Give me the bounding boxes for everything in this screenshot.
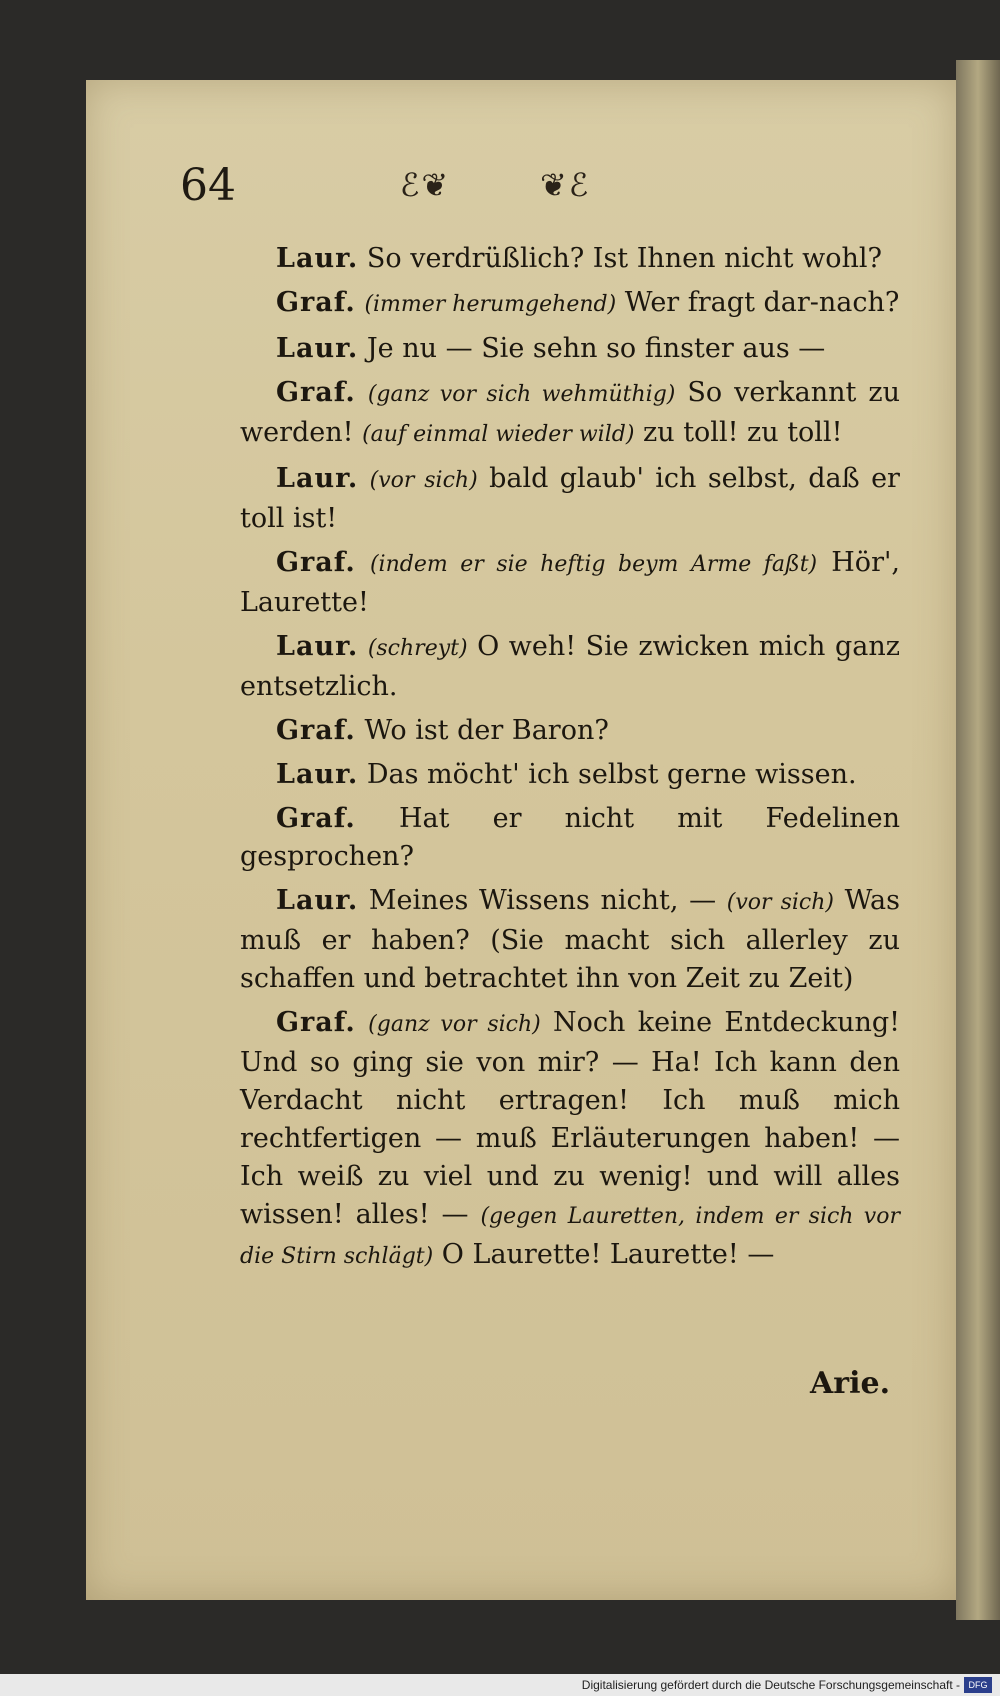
spoken-text: Wer fragt dar-nach?: [624, 287, 900, 318]
spoken-text: Hat er nicht mit Fedelinen gesprochen?: [240, 803, 900, 872]
speaker-name: Graf.: [276, 287, 356, 318]
speaker-name: Laur.: [276, 333, 359, 364]
spoken-text: Was muß er haben? (Sie macht sich allerley zu schaffen und betrachtet ihn von Zeit zu Zeit): [240, 885, 900, 994]
spoken-text: O Laurette! Laurette! —: [441, 1239, 775, 1270]
closing-heading: Arie.: [810, 1366, 891, 1401]
spoken-text: Wo ist der Baron?: [364, 715, 609, 746]
spoken-text: Noch keine Entdeckung! Und so ging sie von mir? — Ha! Ich kann den Verdacht nicht ertragen! Ich muß mich rechtfertigen — muß Erläuterungen haben! — Ich weiß zu viel und zu wenig! und will alles wissen! alles! —: [240, 1007, 900, 1230]
dialogue-paragraph: [240, 544, 900, 622]
speaker-name: Graf.: [276, 803, 356, 834]
dialogue-paragraph: [240, 800, 900, 876]
spoken-text: So verkannt zu werden!: [240, 377, 900, 448]
speaker-name: Graf.: [276, 377, 356, 408]
dialogue-paragraph: [240, 628, 900, 706]
stage-direction: (ganz vor sich): [368, 1012, 541, 1037]
spoken-text: So verdrüßlich? Ist Ihnen nicht wohl?: [366, 243, 882, 274]
spoken-text: zu toll! zu toll!: [643, 417, 843, 448]
speaker-name: Graf.: [276, 1007, 356, 1038]
speaker-name: Laur.: [276, 631, 359, 662]
footer-credit-text: Digitalisierung gefördert durch die Deutsche Forschungsgemeinschaft -: [581, 1678, 960, 1692]
speaker-name: Laur.: [276, 463, 359, 494]
page-number: 64: [180, 160, 236, 211]
stage-direction: (ganz vor sich wehmüthig): [367, 382, 676, 407]
dialogue-paragraph: [240, 284, 900, 324]
stage-direction: (gegen Lauretten, indem er sich vor die Stirn schlägt): [240, 1204, 900, 1269]
dialogue-paragraph: [240, 374, 900, 454]
dialogue-paragraph: [240, 460, 900, 538]
ornament-left-icon: ℰ❦: [400, 166, 451, 204]
speaker-name: Graf.: [276, 547, 356, 578]
dfg-logo: DFG: [964, 1677, 992, 1693]
adjacent-page-edge: [956, 60, 1000, 1620]
speaker-name: Laur.: [276, 759, 359, 790]
stage-direction: (immer herumgehend): [364, 292, 617, 317]
stage-direction: (vor sich): [726, 890, 834, 915]
dialogue-paragraph: [240, 330, 900, 368]
stage-direction: (auf einmal wieder wild): [362, 422, 635, 447]
spoken-text: O weh! Sie zwicken mich ganz entsetzlich.: [240, 631, 900, 702]
footer-credit: [0, 1674, 1000, 1696]
spoken-text: Meines Wissens nicht, —: [368, 885, 717, 916]
stage-direction: (vor sich): [369, 468, 478, 493]
stage-direction: (indem er sie heftig beym Arme faßt): [369, 552, 818, 577]
stage-direction: (schreyt): [367, 636, 468, 661]
speaker-name: Graf.: [276, 715, 356, 746]
spoken-text: bald glaub' ich selbst, daß er toll ist!: [240, 463, 900, 534]
dialogue-paragraph: [240, 756, 900, 794]
spoken-text: Das möcht' ich selbst gerne wissen.: [366, 759, 857, 790]
spoken-text: Hör', Laurette!: [240, 547, 900, 618]
dialogue-paragraph: [240, 712, 900, 750]
ornament-right-icon: ❦ℰ: [540, 166, 591, 204]
dialogue-paragraph: [240, 240, 900, 278]
dialogue-paragraph: [240, 1004, 900, 1276]
dialogue-text: [240, 240, 900, 1282]
dialogue-paragraph: [240, 882, 900, 998]
spoken-text: Je nu — Sie sehn so finster aus —: [366, 333, 826, 364]
speaker-name: Laur.: [276, 885, 359, 916]
speaker-name: Laur.: [276, 243, 359, 274]
page-header: [0, 160, 1000, 230]
